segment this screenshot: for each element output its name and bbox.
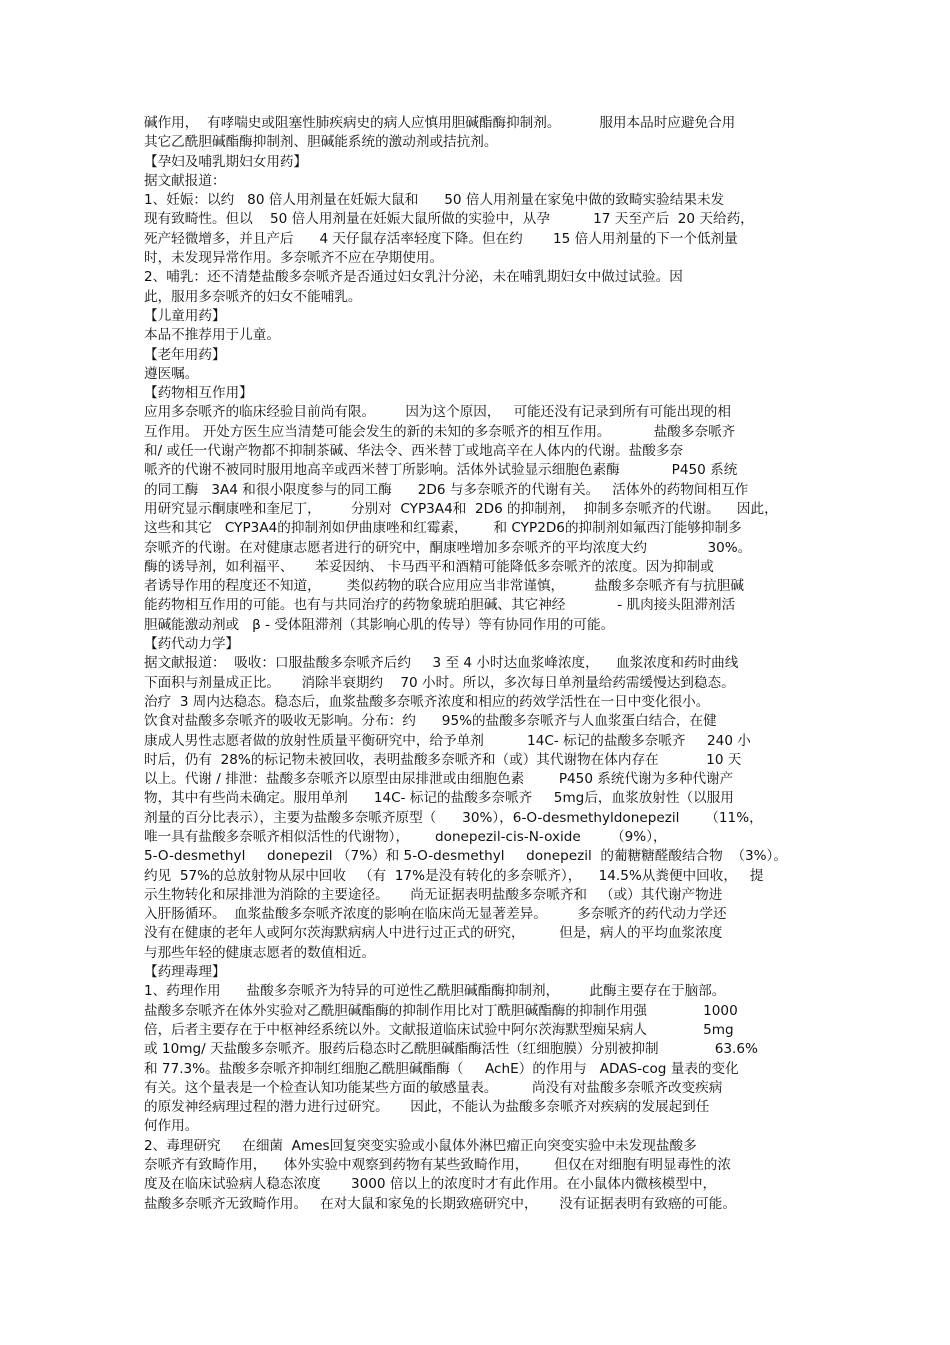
text-line: 1、药理作用 盐酸多奈哌齐为特异的可逆性乙酰胆碱酯酶抑制剂， 此酶主要存在于脑部。 <box>144 983 726 1000</box>
text-line: 剂量的百分比表示），主要为盐酸多奈哌齐原型（ 30%），6-O-desmethyldonepezil （11%， <box>144 809 763 826</box>
text-line: 本品不推荐用于儿童。 <box>144 327 280 344</box>
text-line: 何作用。 <box>144 1118 199 1135</box>
document-body <box>144 114 814 1214</box>
text-line: 此，服用多奈哌齐的妇女不能哺乳。 <box>144 288 362 305</box>
text-line: 没有在健康的老年人或阿尔茨海默病病人中进行过正式的研究， 但是，病人的平均血浆浓度 <box>144 925 723 942</box>
text-line: 死产轻微增多，并且产后 4 天仔鼠存活率轻度下降。但在约 15 倍人用剂量的下一个低剂量 <box>144 230 738 247</box>
text-line: 物，其中有些尚未确定。服用单剂 14C- 标记的盐酸多奈哌齐 5mg后，血浆放射性（以服用 <box>144 790 734 807</box>
text-line: 2、哺乳：还不清楚盐酸多奈哌齐是否通过妇女乳汁分泌，未在哺乳期妇女中做过试验。因 <box>144 269 683 286</box>
text-line: 1、妊娠：以约 80 倍人用剂量在妊娠大鼠和 50 倍人用剂量在家兔中做的致畸实验结果未发 <box>144 192 725 209</box>
text-line: 其它乙酰胆碱酯酶抑制剂、胆碱能系统的激动剂或拮抗剂。 <box>144 134 498 151</box>
text-line: 能药物相互作用的可能。也有与共同治疗的药物象琥珀胆碱、其它神经 - 肌肉接头阻滞剂活 <box>144 597 736 614</box>
text-line: 【药代动力学】 <box>144 636 240 653</box>
text-line: 【药物相互作用】 <box>144 385 253 402</box>
text-line: 互作用。 开处方医生应当清楚可能会发生的新的未知的多奈哌齐的相互作用。 盐酸多奈哌齐 <box>144 423 736 440</box>
text-line: 5-O-desmethyl donepezil （7%）和 5-O-desmethyl donepezil 的葡糖糖醛酸结合物 （3%）。 <box>144 848 787 865</box>
text-line: 饮食对盐酸多奈哌齐的吸收无影响。分布：约 95%的盐酸多奈哌齐与人血浆蛋白结合，在健 <box>144 713 717 730</box>
text-line: 或 10mg/ 天盐酸多奈哌齐。服药后稳态时乙酰胆碱酯酶活性（红细胞膜）分别被抑制 63.6% <box>144 1041 758 1058</box>
text-line: 的原发神经病理过程的潜力进行过研究。 因此，不能认为盐酸多奈哌齐对疾病的发展起到任 <box>144 1099 710 1116</box>
text-line: 哌齐的代谢不被同时服用地高辛或西米替丁所影响。活体外试验显示细胞色素酶 P450 系统 <box>144 462 738 479</box>
text-line: 与那些年轻的健康志愿者的数值相近。 <box>144 944 376 961</box>
text-line: 奈哌齐的代谢。在对健康志愿者进行的研究中，酮康唑增加多奈哌齐的平均浓度大约 30%。 <box>144 539 752 556</box>
text-line: 据文献报道： <box>144 172 226 189</box>
text-line: 治疗 3 周内达稳态。稳态后，血浆盐酸多奈哌齐浓度和相应的药效学活性在一日中变化很小。 <box>144 693 710 710</box>
text-line: 约见 57%的总放射物从尿中回收 （有 17%是没有转化的多奈哌齐）， 14.5%从粪便中回收， 提 <box>144 867 764 884</box>
text-line: 度及在临床试验病人稳态浓度 3000 倍以上的浓度时才有此作用。在小鼠体内微核模型中， <box>144 1176 717 1193</box>
text-line: 这些和其它 CYP3A4的抑制剂如伊曲康唑和红霉素， 和 CYP2D6的抑制剂如氟西汀能够抑制多 <box>144 520 742 537</box>
text-line: 倍，后者主要存在于中枢神经系统以外。文献报道临床试验中阿尔茨海默型痴呆病人 5mg <box>144 1021 734 1038</box>
text-line: 和/ 或任一代谢产物都不抑制茶碱、华法令、西米替丁或地高辛在人体内的代谢。盐酸多奈 <box>144 443 684 460</box>
text-line: 示生物转化和尿排泄为消除的主要途径。 尚无证据表明盐酸多奈哌齐和 （或）其代谢产物进 <box>144 886 723 903</box>
text-line: 奈哌齐有致畸作用， 体外实验中观察到药物有某些致畸作用， 但仅在对细胞有明显毒性的浓 <box>144 1157 731 1174</box>
text-line: 碱作用， 有哮喘史或阻塞性肺疾病史的病人应慎用胆碱酯酶抑制剂。 服用本品时应避免合用 <box>144 115 736 131</box>
text-line: 用研究显示酮康唑和奎尼丁， 分别对 CYP3A4和 2D6 的抑制剂， 抑制多奈哌齐的代谢。 因此， <box>144 500 778 517</box>
text-line: 唯一具有盐酸多奈哌齐相似活性的代谢物）， donepezil-cis-N-oxide （9%）， <box>144 828 667 845</box>
text-line: 【儿童用药】 <box>144 307 226 324</box>
text-line: 康成人男性志愿者做的放射性质量平衡研究中，给予单剂 14C- 标记的盐酸多奈哌齐 240 小 <box>144 732 751 749</box>
text-line: 据文献报道： 吸收：口服盐酸多奈哌齐后约 3 至 4 小时达血浆峰浓度， 血浆浓度和药时曲线 <box>144 655 739 672</box>
text-line: 【老年用药】 <box>144 346 226 363</box>
text-line: 下面积与剂量成正比。 消除半衰期约 70 小时。所以，多次每日单剂量给药需缓慢达到稳态。 <box>144 674 735 691</box>
text-line: 2、毒理研究 在细菌 Ames回复突变实验或小鼠体外淋巴瘤正向突变实验中未发现盐酸多 <box>144 1137 697 1154</box>
text-line: 时后，仍有 28%的标记物未被回收，表明盐酸多奈哌齐和（或）其代谢物在体内存在 10 天 <box>144 751 742 768</box>
text-line: 有关。这个量表是一个检查认知功能某些方面的敏感量表。 尚没有对盐酸多奈哌齐改变疾病 <box>144 1079 723 1096</box>
text-line: 和 77.3%。盐酸多奈哌齐抑制红细胞乙酰胆碱酯酶（ AchE）的作用与 ADAS-cog 量表的变化 <box>144 1060 739 1077</box>
text-line: 胆碱能激动剂或 β - 受体阻滞剂（其影响心肌的传导）等有协同作用的可能。 <box>144 616 615 633</box>
text-line: 以上。代谢 / 排泄：盐酸多奈哌齐以原型由尿排泄或由细胞色素 P450 系统代谢为多种代谢产 <box>144 771 734 788</box>
text-line: 遵医嘱。 <box>144 365 199 382</box>
text-line: 应用多奈哌齐的临床经验目前尚有限。 因为这个原因， 可能还没有记录到所有可能出现的相 <box>144 404 731 421</box>
text-line: 现有致畸性。但以 50 倍人用剂量在妊娠大鼠所做的实验中，从孕 17 天至产后 20 天给药， <box>144 211 754 228</box>
text-line: 盐酸多奈哌齐无致畸作用。 在对大鼠和家兔的长期致癌研究中， 没有证据表明有致癌的可能。 <box>144 1195 736 1212</box>
text-line: 【孕妇及哺乳期妇女用药】 <box>144 153 308 170</box>
text-line: 时，未发现异常作用。多奈哌齐不应在孕期使用。 <box>144 250 444 267</box>
text-line: 【药理毒理】 <box>144 964 226 981</box>
text-line: 酶的诱导剂，如利福平、 苯妥因纳、 卡马西平和酒精可能降低多奈哌齐的浓度。因为抑制或 <box>144 558 714 575</box>
text-line: 盐酸多奈哌齐在体外实验对乙酰胆碱酯酶的抑制作用比对丁酰胆碱酯酶的抑制作用强 1000 <box>144 1002 738 1019</box>
text-line: 入肝肠循环。 血浆盐酸多奈哌齐浓度的影响在临床尚无显著差异。 多奈哌齐的药代动力学还 <box>144 906 727 923</box>
text-line: 者诱导作用的程度还不知道， 类似药物的联合应用应当非常谨慎， 盐酸多奈哌齐有与抗胆碱 <box>144 578 744 595</box>
text-line: 的同工酶 3A4 和很小限度参与的同工酶 2D6 与多奈哌齐的代谢有关。 活体外的药物间相互作 <box>144 481 749 498</box>
